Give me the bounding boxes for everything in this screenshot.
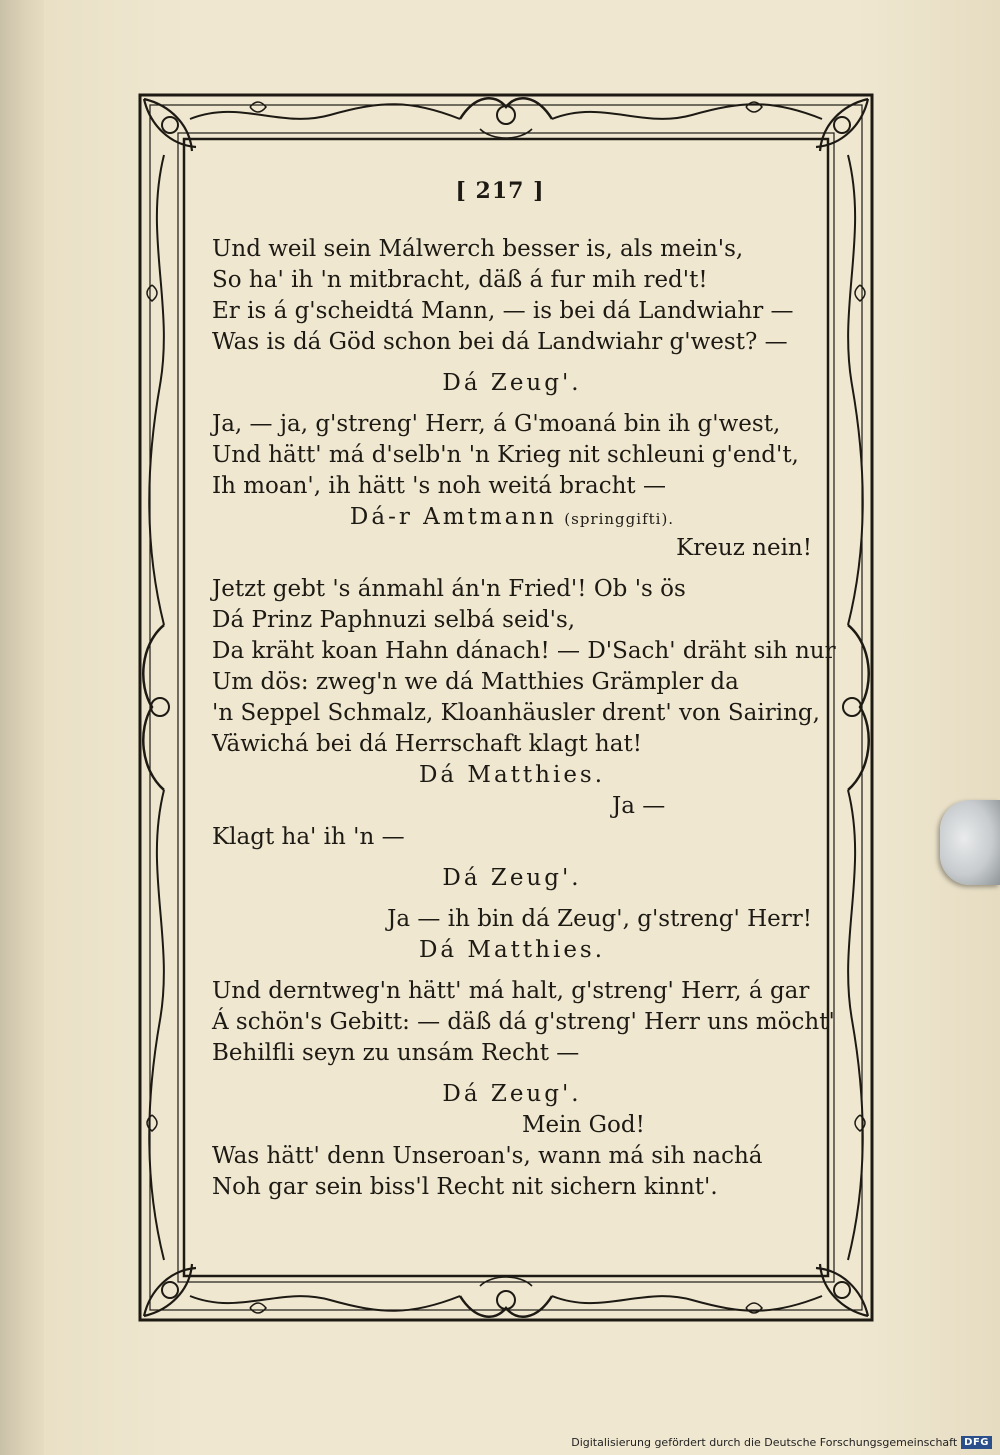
verse-line: Klagt ha' ih 'n — [212, 824, 405, 850]
verse-line: Á schön's Gebitt: — däß dá g'streng' Herr uns möcht' [212, 1009, 835, 1035]
verse-line: Und weil sein Málwerch besser is, als mein's, [212, 236, 744, 262]
verse-line: Mein God! [522, 1112, 645, 1138]
speaker-heading: Dá Zeug'. [442, 1081, 582, 1107]
speaker-heading: Dá Matthies. [418, 937, 606, 963]
speaker-heading [212, 502, 812, 533]
verse-line: Und hätt' má d'selb'n 'n Krieg nit schleuni g'end't, [212, 442, 799, 468]
verse-line: Ih moan', ih hätt 's noh weitá bracht — [212, 473, 666, 499]
verse-line: Ja — ih bin dá Zeug', g'streng' Herr! [387, 906, 812, 932]
adjacent-page-edge [0, 0, 44, 1455]
poem-text [212, 234, 836, 1203]
verse-line: Um dös: zweg'n we dá Matthies Grämpler da [212, 669, 739, 695]
verse-line: Dá Prinz Paphnuzi selbá seid's, [212, 607, 576, 633]
footer-text: Digitalisierung gefördert durch die Deutsche Forschungsgemeinschaft [571, 1436, 958, 1449]
dfg-logo: DFG [961, 1436, 992, 1449]
speaker-heading: Dá Zeug'. [442, 865, 582, 891]
verse-line: Noh gar sein biss'l Recht nit sichern kinnt'. [212, 1174, 718, 1200]
digitization-footer [571, 1436, 992, 1449]
verse-line: Jetzt gebt 's ánmahl án'n Fried'! Ob 's ös [212, 576, 686, 602]
verse-line: Ja, — ja, g'streng' Herr, á G'moaná bin ih g'west, [212, 411, 781, 437]
verse-line: Da kräht koan Hahn dánach! — D'Sach' dräht sih nur [212, 638, 836, 664]
verse-line: Väwichá bei dá Herrschaft klagt hat! [212, 731, 642, 757]
verse-line: 'n Seppel Schmalz, Kloanhäusler drent' von Sairing, [212, 700, 820, 726]
page-number: [ 217 ] [455, 178, 545, 204]
verse-line: Kreuz nein! [676, 535, 812, 561]
speaker-heading: Dá Matthies. [418, 762, 606, 788]
verse-line: Ja — [612, 793, 666, 819]
verse-line: Und derntweg'n hätt' má halt, g'streng' Herr, á gar [212, 978, 810, 1004]
verse-line: Er is á g'scheidtá Mann, — is bei dá Landwiahr — [212, 298, 794, 324]
speaker-heading: Dá Zeug'. [442, 370, 582, 396]
verse-line: Behilfli seyn zu unsám Recht — [212, 1040, 580, 1066]
speaker-name: Dá-r Amtmann [349, 504, 557, 530]
stage-direction: (springgifti). [564, 510, 675, 528]
page-curl-marker [940, 800, 1000, 885]
verse-line: Was hätt' denn Unseroan's, wann má sih nachá [212, 1143, 763, 1169]
verse-line: Was is dá Göd schon bei dá Landwiahr g'west? — [212, 329, 788, 355]
verse-line: So ha' ih 'n mitbracht, däß á fur mih red't! [212, 267, 708, 293]
